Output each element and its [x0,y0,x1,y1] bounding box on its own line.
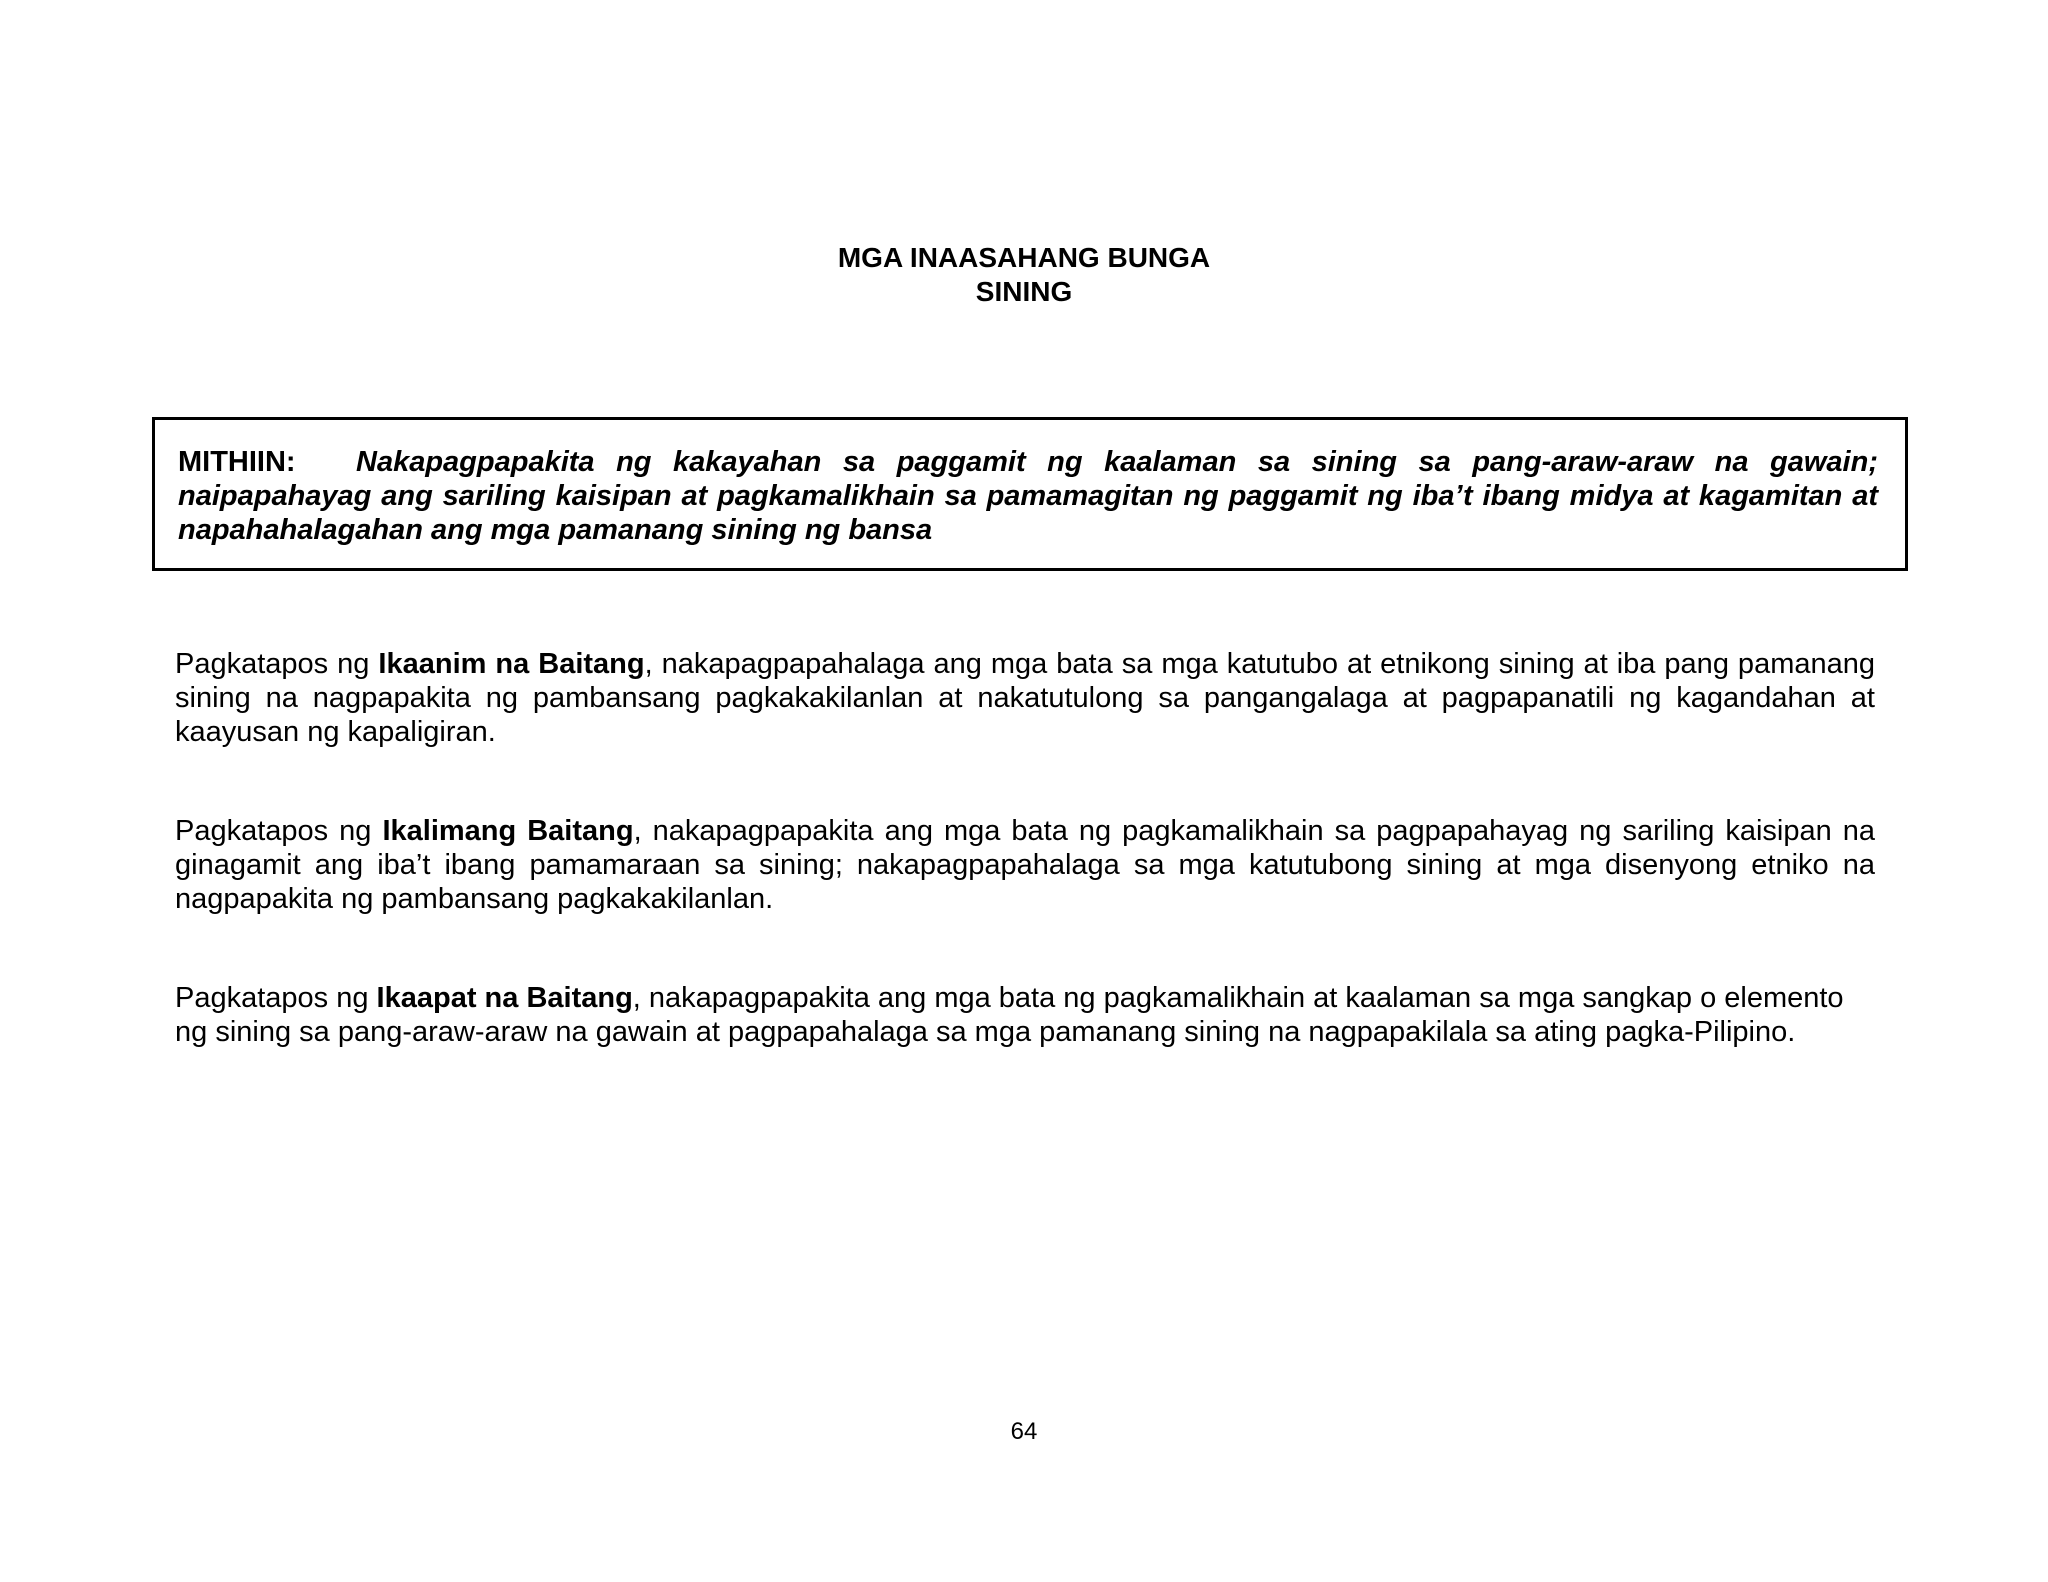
grade-level-name: Ikaapat na Baitang [376,982,633,1014]
paragraph-body: , nakapagpapahalaga ang mga bata sa mga katutubo at etnikong sining at iba pang pamanang sining na nagpapakita ng pambansang pagkakakilanlan at nakatutulong sa pangangalaga at pagpapanatili ng kagandahan at kaayusan ng kapaligiran. [175,648,1875,748]
grade-5-paragraph [175,814,1875,916]
grade-level-name: Ikalimang Baitang [382,815,634,847]
page-title [0,241,2048,309]
paragraph-prefix: Pagkatapos ng [175,815,383,847]
grade-level-name: Ikaanim na Baitang [378,648,645,680]
goal-body: Nakapagpapakita ng kakayahan sa paggamit ng kaalaman sa sining sa pang-araw-araw na gawain; naipapahayag ang sariling kaisipan at pagkamalikhain sa pamamagitan ng paggamit ng iba’t ibang midya at kagamitan at napahahalagahan ang mga pamanang sining ng bansa [178,446,1878,546]
goal-label: MITHIIN: [178,446,296,478]
paragraph-prefix: Pagkatapos ng [175,648,379,680]
paragraph-body: , nakapagpapakita ang mga bata ng pagkamalikhain at kaalaman sa mga sangkap o elemento ng sining sa pang-araw-araw na gawain at pagpapahalaga sa mga pamanang sining na nagpapakilala sa ating pagka-Pilipino. [175,982,1844,1048]
goal-statement [178,445,1878,547]
goal-box [152,417,1908,571]
paragraph-prefix: Pagkatapos ng [175,982,377,1014]
page-number: 64 [1010,1418,1038,1445]
page-title-line-1: MGA INAASAHANG BUNGA [837,242,1211,273]
page-title-line-2: SINING [975,276,1073,307]
paragraph-body: , nakapagpapakita ang mga bata ng pagkamalikhain sa pagpapahayag ng sariling kaisipan na ginagamit ang iba’t ibang pamamaraan sa sining; nakapagpapahalaga sa mga katutubong sining at mga disenyong etniko na nagpapakita ng pambansang pagkakakilanlan. [175,815,1875,915]
grade-4-paragraph [175,981,1865,1049]
grade-6-paragraph [175,647,1875,749]
